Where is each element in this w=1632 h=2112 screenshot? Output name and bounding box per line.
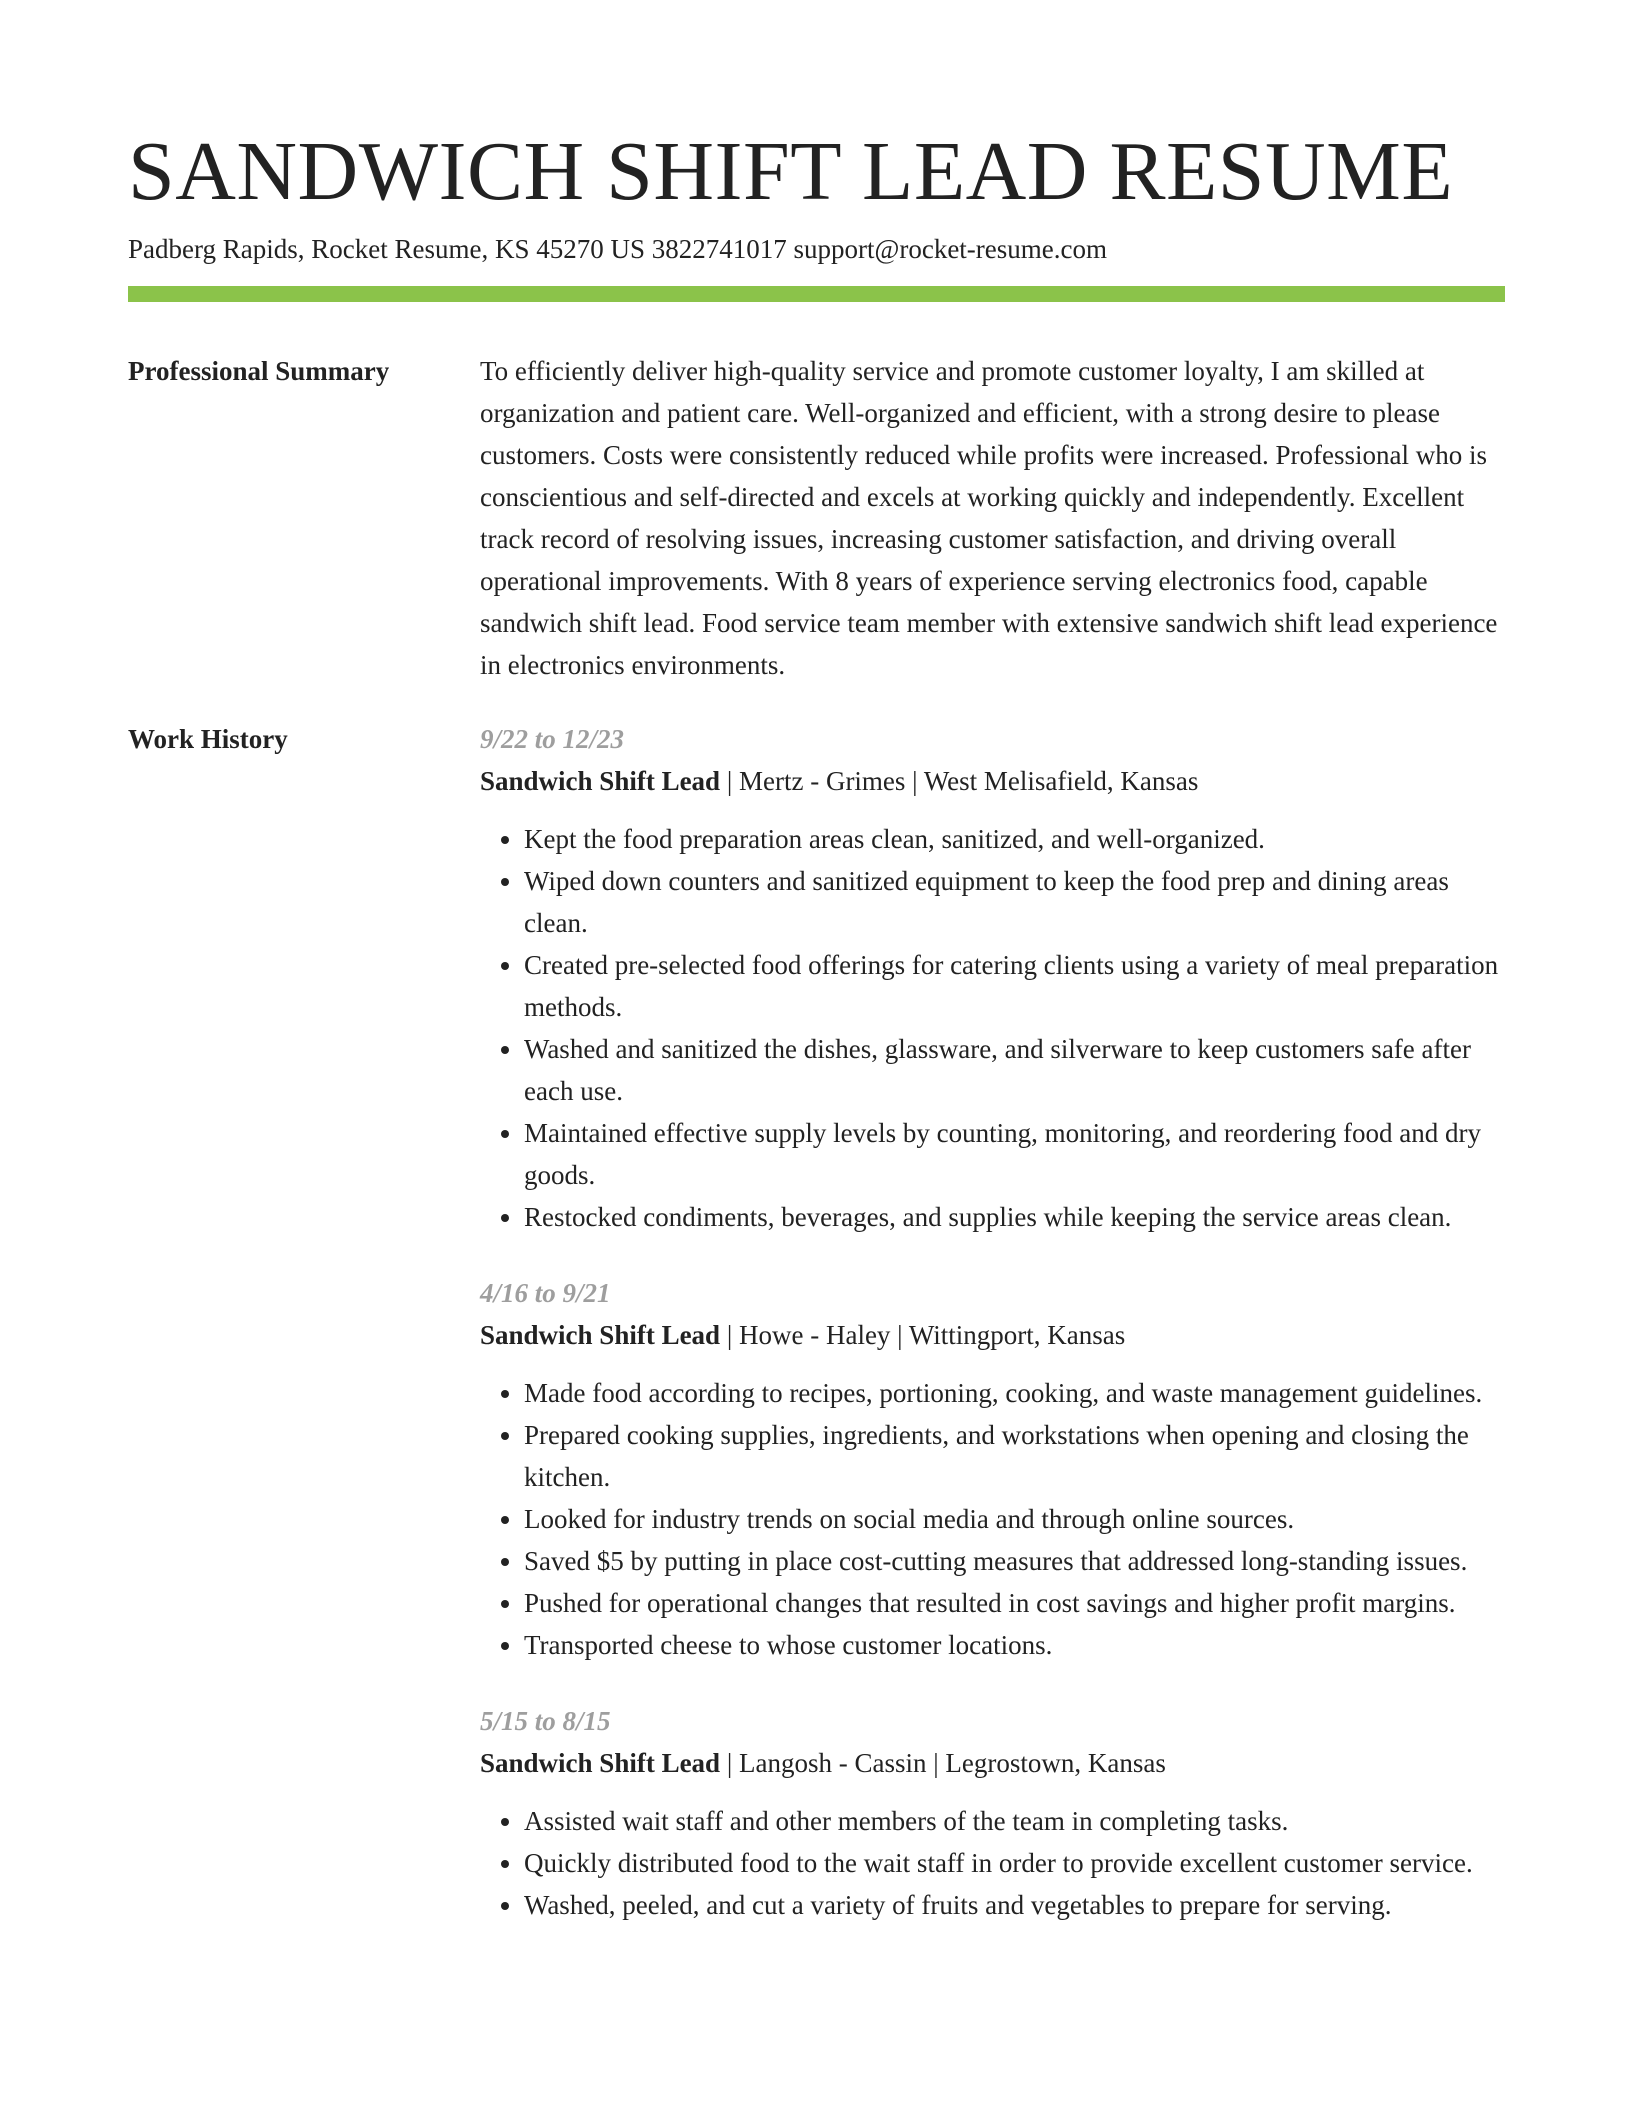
job-bullet: • Transported cheese to whose customer locations. (524, 1624, 1505, 1666)
job-bullet: • Kept the food preparation areas clean, sanitized, and well-organized. (524, 818, 1505, 860)
summary-label: Professional Summary (128, 356, 390, 386)
job-bullet: • Prepared cooking supplies, ingredients, and workstations when opening and closing the kitchen. (524, 1414, 1505, 1498)
job-bullet: • Assisted wait staff and other members of the team in completing tasks. (524, 1800, 1505, 1842)
job-bullet: • Made food according to recipes, portioning, cooking, and waste management guidelines. (524, 1372, 1505, 1414)
job-bullet: • Looked for industry trends on social media and through online sources. (524, 1498, 1505, 1540)
job-title: Sandwich Shift Lead (480, 766, 721, 796)
job-title: Sandwich Shift Lead (480, 1320, 721, 1350)
job-dates: 5/15 to 8/15 (480, 1706, 611, 1736)
job-bullet: • Pushed for operational changes that resulted in cost savings and higher profit margins. (524, 1582, 1505, 1624)
contact-line: Padberg Rapids, Rocket Resume, KS 45270 US 3822741017 support@rocket-resume.com (128, 234, 1108, 264)
resume-title: SANDWICH SHIFT LEAD RESUME (128, 125, 1454, 218)
job-bullet: • Maintained effective supply levels by counting, monitoring, and reordering food and dry goods. (524, 1112, 1505, 1196)
work-history-body (480, 718, 1505, 1960)
job-title: Sandwich Shift Lead (480, 1748, 721, 1778)
job-bullets (480, 1800, 1505, 1926)
job-details: | Langosh - Cassin | Legrostown, Kansas (720, 1748, 1166, 1778)
header-divider (128, 286, 1505, 302)
job-entry (480, 718, 1505, 1238)
job-bullet: • Wiped down counters and sanitized equipment to keep the food prep and dining areas clean. (524, 860, 1505, 944)
job-entry (480, 1272, 1505, 1666)
job-heading (480, 1742, 1505, 1784)
job-details: | Howe - Haley | Wittingport, Kansas (720, 1320, 1126, 1350)
job-bullet: • Quickly distributed food to the wait staff in order to provide excellent customer service. (524, 1842, 1505, 1884)
job-heading (480, 760, 1505, 802)
job-bullets (480, 818, 1505, 1238)
job-dates: 9/22 to 12/23 (480, 724, 625, 754)
job-details: | Mertz - Grimes | West Melisafield, Kansas (720, 766, 1199, 796)
work-history-label: Work History (128, 724, 288, 754)
job-bullet: • Saved $5 by putting in place cost-cutting measures that addressed long-standing issues. (524, 1540, 1505, 1582)
summary-text: To efficiently deliver high-quality service and promote customer loyalty, I am skilled at organization and patient care. Well-organized and efficient, with a strong desire to please customers. Costs were consistently reduced while profits were increased. Professional who is conscientious and self-directed and excels at working quickly and independently. Excellent track record of resolving issues, increasing customer satisfaction, and driving overall operational improvements. With 8 years of experience serving electronics food, capable sandwich shift lead. Food service team member with extensive sandwich shift lead experience in electronics environments. (480, 356, 1498, 680)
job-bullets (480, 1372, 1505, 1666)
job-bullet: • Washed and sanitized the dishes, glassware, and silverware to keep customers safe after each use. (524, 1028, 1505, 1112)
job-bullet: • Created pre-selected food offerings for catering clients using a variety of meal preparation methods. (524, 944, 1505, 1028)
job-bullet: • Restocked condiments, beverages, and supplies while keeping the service areas clean. (524, 1196, 1505, 1238)
job-heading (480, 1314, 1505, 1356)
job-dates: 4/16 to 9/21 (480, 1278, 611, 1308)
job-entry (480, 1700, 1505, 1926)
summary-body (480, 350, 1505, 686)
job-bullet: • Washed, peeled, and cut a variety of fruits and vegetables to prepare for serving. (524, 1884, 1505, 1926)
